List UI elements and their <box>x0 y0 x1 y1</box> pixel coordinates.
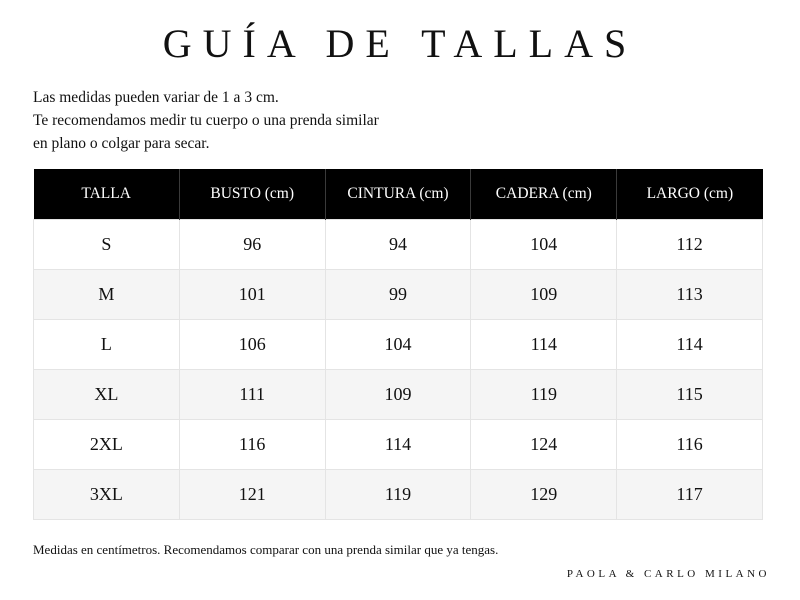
cintura-cell: 119 <box>325 470 471 520</box>
cintura-cell: 104 <box>325 320 471 370</box>
busto-cell: 121 <box>179 470 325 520</box>
busto-cell: 101 <box>179 270 325 320</box>
cadera-cell: 104 <box>471 220 617 270</box>
busto-cell: 96 <box>179 220 325 270</box>
cadera-cell: 124 <box>471 420 617 470</box>
page-title: GUÍA DE TALLAS <box>162 21 638 66</box>
intro-line: Las medidas pueden variar de 1 a 3 cm. <box>33 89 279 106</box>
table-row <box>34 470 763 520</box>
cadera-cell: 114 <box>471 320 617 370</box>
table-header-row <box>34 169 763 220</box>
cadera-cell: 119 <box>471 370 617 420</box>
intro-text <box>33 86 379 155</box>
column-header-cintura: CINTURA (cm) <box>325 169 471 220</box>
size-cell: M <box>34 270 180 320</box>
column-header-talla: TALLA <box>34 169 180 220</box>
column-header-largo: LARGO (cm) <box>617 169 763 220</box>
largo-cell: 115 <box>617 370 763 420</box>
table-row <box>34 220 763 270</box>
busto-cell: 111 <box>179 370 325 420</box>
cadera-cell: 129 <box>471 470 617 520</box>
size-cell: 2XL <box>34 420 180 470</box>
cintura-cell: 114 <box>325 420 471 470</box>
size-cell: L <box>34 320 180 370</box>
cadera-cell: 109 <box>471 270 617 320</box>
table-row <box>34 420 763 470</box>
busto-cell: 116 <box>179 420 325 470</box>
largo-cell: 114 <box>617 320 763 370</box>
intro-line: en plano o colgar para secar. <box>33 135 210 152</box>
footnote: Medidas en centímetros. Recomendamos comparar con una prenda similar que ya tengas. <box>33 542 499 557</box>
busto-cell: 106 <box>179 320 325 370</box>
size-cell: S <box>34 220 180 270</box>
cintura-cell: 94 <box>325 220 471 270</box>
cintura-cell: 109 <box>325 370 471 420</box>
table-row <box>34 270 763 320</box>
largo-cell: 112 <box>617 220 763 270</box>
table-row <box>34 370 763 420</box>
largo-cell: 117 <box>617 470 763 520</box>
intro-line: Te recomendamos medir tu cuerpo o una prenda similar <box>33 112 379 129</box>
size-cell: XL <box>34 370 180 420</box>
column-header-cadera: CADERA (cm) <box>471 169 617 220</box>
cintura-cell: 99 <box>325 270 471 320</box>
size-cell: 3XL <box>34 470 180 520</box>
table-row <box>34 320 763 370</box>
largo-cell: 116 <box>617 420 763 470</box>
column-header-busto: BUSTO (cm) <box>179 169 325 220</box>
brand-name: PAOLA & CARLO MILANO <box>566 568 770 580</box>
largo-cell: 113 <box>617 270 763 320</box>
size-chart-table <box>33 169 763 520</box>
